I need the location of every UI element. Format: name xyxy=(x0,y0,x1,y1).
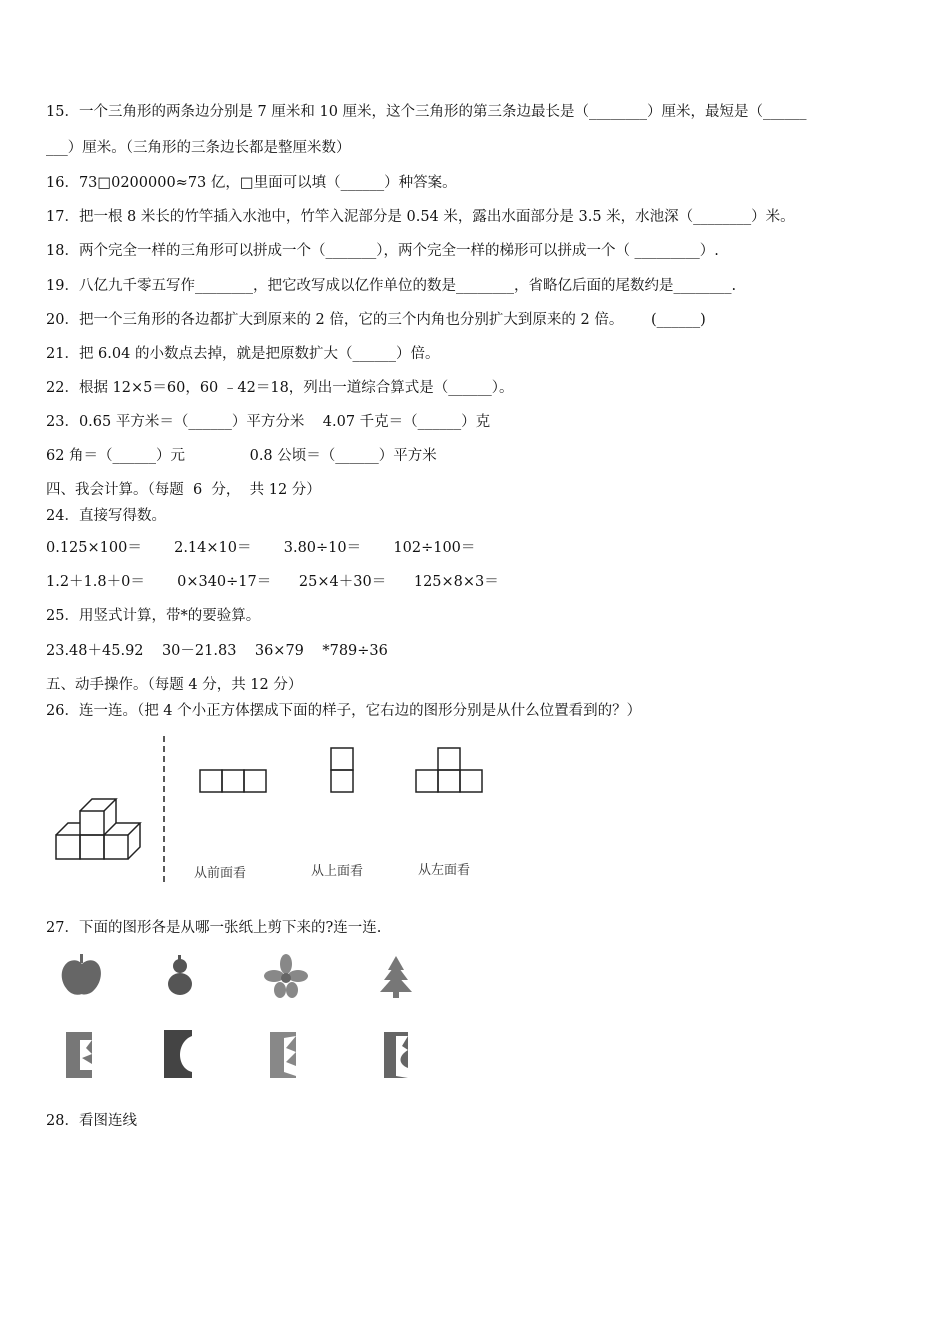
q25: 25．用竖式计算，带*的要验算。 xyxy=(46,608,261,624)
view-front xyxy=(200,770,266,792)
q21: 21．把 6.04 的小数点去掉，就是把原数扩大（______）倍。 xyxy=(46,346,440,362)
label-left: 从左面看 xyxy=(418,863,471,878)
q28: 28．看图连线 xyxy=(46,1113,137,1129)
section-5-heading: 五、动手操作。（每题 4 分，共 12 分） xyxy=(46,677,303,693)
q23-line1: 23．0.65 平方米＝（______）平方分米 4.07 千克＝（______）克 xyxy=(46,414,491,430)
paper-2-icon xyxy=(164,1030,192,1078)
q20: 20．把一个三角形的各边都扩大到原来的 2 倍，它的三个内角也分别扩大到原来的 2 倍。 (______) xyxy=(46,312,706,328)
paper-4-icon xyxy=(384,1032,408,1078)
q19: 19．八亿九千零五写作________，把它改写成以亿作单位的数是________，省略亿后面的尾数约是________. xyxy=(46,278,737,294)
q17: 17．把一根 8 米长的竹竿插入水池中，竹竿入泥部分是 0.54 米，露出水面部分是 3.5 米，水池深（________）米。 xyxy=(46,209,795,225)
gourd-shape-icon xyxy=(168,955,192,995)
view-left xyxy=(416,748,482,792)
apple-shape-icon xyxy=(62,954,101,995)
tree-shape-icon xyxy=(380,956,412,998)
paper-3-icon xyxy=(270,1032,296,1078)
q15-line2: ___）厘米。（三角形的三条边长都是整厘米数） xyxy=(46,140,351,156)
q22: 22．根据 12×5＝60，60 ﹣42＝18，列出一道综合算式是（______）。 xyxy=(46,380,514,396)
view-top xyxy=(331,748,353,792)
q25-row: 23.48＋45.92 30－21.83 36×79 *789÷36 xyxy=(46,643,388,659)
q27-figure xyxy=(46,950,426,1090)
q27: 27．下面的图形各是从哪一张纸上剪下来的?连一连. xyxy=(46,920,382,936)
label-top: 从上面看 xyxy=(311,864,364,879)
q24-row2: 1.2＋1.8＋0＝ 0×340÷17＝ 25×4＋30＝ 125×8×3＝ xyxy=(46,574,499,590)
cube-stack xyxy=(56,799,140,859)
q18: 18．两个完全一样的三角形可以拼成一个（_______），两个完全一样的梯形可以拼成一个（ _________）. xyxy=(46,243,719,259)
q15-line1: 15．一个三角形的两条边分别是 7 厘米和 10 厘米，这个三角形的第三条边最长是（________）厘米，最短是（______ xyxy=(46,104,807,120)
label-front: 从前面看 xyxy=(194,866,247,881)
flower-shape-icon xyxy=(264,954,308,998)
q26-figure xyxy=(46,732,506,887)
paper-1-icon xyxy=(66,1032,92,1078)
q23-line2: 62 角＝（______）元 0.8 公顷＝（______）平方米 xyxy=(46,448,437,464)
q16: 16．73□0200000≈73 亿，□里面可以填（______）种答案。 xyxy=(46,175,457,191)
q24-row1: 0.125×100＝ 2.14×10＝ 3.80÷10＝ 102÷100＝ xyxy=(46,540,476,556)
q24: 24．直接写得数。 xyxy=(46,508,166,524)
section-4-heading: 四、我会计算。（每题 6 分， 共 12 分） xyxy=(46,482,321,498)
q26: 26．连一连。（把 4 个小正方体摆成下面的样子，它右边的图形分别是从什么位置看到的？） xyxy=(46,703,642,719)
